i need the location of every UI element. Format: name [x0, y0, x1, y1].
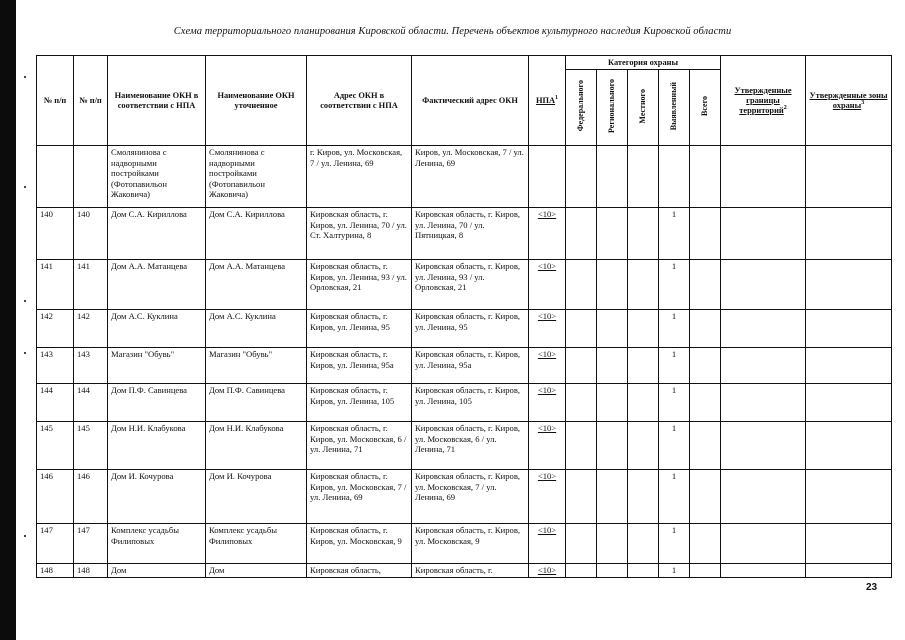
header-zones-label: Утвержденные зоны охраны	[809, 90, 888, 110]
object-name-npa: Дом С.А. Кириллова	[108, 208, 206, 260]
address-npa: Кировская область, г. Киров, ул. Московская, 7 / ул. Ленина, 69	[307, 470, 412, 524]
category-local	[628, 524, 659, 564]
address-actual: Кировская область, г. Киров, ул. Московская, 7 / ул. Ленина, 69	[412, 470, 529, 524]
address-npa: Кировская область, г. Киров, ул. Ленина, 70 / ул. Ст. Халтурина, 8	[307, 208, 412, 260]
object-name-npa: Магазин "Обувь"	[108, 348, 206, 384]
row-number: 146	[37, 470, 74, 524]
object-name-specified: Дом П.Ф. Савинцева	[206, 384, 307, 422]
category-regional	[597, 146, 628, 208]
approved-borders	[721, 146, 806, 208]
category-federal	[566, 524, 597, 564]
header-cat-total	[690, 70, 721, 146]
approved-borders	[721, 384, 806, 422]
row-number: 140	[37, 208, 74, 260]
row-number: 143	[37, 348, 74, 384]
footnote-2: 2	[783, 104, 787, 111]
category-local	[628, 470, 659, 524]
approved-borders	[721, 564, 806, 578]
row-number-2: 147	[74, 524, 108, 564]
row-number-2: 148	[74, 564, 108, 578]
object-name-specified: Дом С.А. Кириллова	[206, 208, 307, 260]
address-npa: Кировская область, г. Киров, ул. Ленина, 105	[307, 384, 412, 422]
approved-borders	[721, 208, 806, 260]
row-number: 147	[37, 524, 74, 564]
address-actual: Кировская область, г. Киров, ул. Московская, 9	[412, 524, 529, 564]
table-row	[37, 470, 892, 524]
category-regional	[597, 348, 628, 384]
category-federal	[566, 384, 597, 422]
approved-borders	[721, 260, 806, 310]
npa-reference: <10>	[529, 310, 566, 348]
category-federal	[566, 470, 597, 524]
scan-speck	[24, 535, 26, 537]
table-row	[37, 524, 892, 564]
address-actual: Киров, ул. Московская, 7 / ул. Ленина, 69	[412, 146, 529, 208]
category-identified: 1	[659, 564, 690, 578]
header-npp-2: № п/п	[74, 56, 108, 146]
approved-zones	[806, 384, 892, 422]
header-npa	[529, 56, 566, 146]
object-name-specified: Дом И. Кочурова	[206, 470, 307, 524]
npa-reference: <10>	[529, 384, 566, 422]
table-row	[37, 146, 892, 208]
row-number	[37, 146, 74, 208]
category-total	[690, 146, 721, 208]
approved-zones	[806, 564, 892, 578]
page-number: 23	[866, 582, 878, 593]
category-identified	[659, 146, 690, 208]
approved-zones	[806, 422, 892, 470]
category-total	[690, 470, 721, 524]
approved-borders	[721, 470, 806, 524]
category-total	[690, 384, 721, 422]
category-federal	[566, 422, 597, 470]
address-npa: Кировская область, г. Киров, ул. Московская, 6 / ул. Ленина, 71	[307, 422, 412, 470]
npa-reference: <10>	[529, 260, 566, 310]
object-name-npa: Дом А.А. Матанцева	[108, 260, 206, 310]
category-local	[628, 146, 659, 208]
npa-reference: <10>	[529, 564, 566, 578]
header-name-npa: Наименование ОКН в соответствии с НПА	[108, 56, 206, 146]
header-cat-total-label: Всего	[700, 96, 709, 116]
category-identified: 1	[659, 524, 690, 564]
document-title: Схема территориального планирования Кировской области. Перечень объектов культурного наследия Кировской области	[173, 26, 732, 37]
address-actual: Кировская область, г.	[412, 564, 529, 578]
category-regional	[597, 260, 628, 310]
row-number: 141	[37, 260, 74, 310]
category-total	[690, 422, 721, 470]
object-name-npa: Дом А.С. Куклина	[108, 310, 206, 348]
row-number: 148	[37, 564, 74, 578]
approved-borders	[721, 348, 806, 384]
approved-zones	[806, 524, 892, 564]
address-npa: Кировская область, г. Киров, ул. Ленина, 95	[307, 310, 412, 348]
header-name-specified: Наименование ОКН уточненное	[206, 56, 307, 146]
npa-reference: <10>	[529, 470, 566, 524]
heritage-objects-table	[36, 55, 892, 578]
object-name-specified: Магазин "Обувь"	[206, 348, 307, 384]
scan-speck	[24, 76, 26, 78]
approved-zones	[806, 470, 892, 524]
object-name-specified: Дом Н.И. Клабукова	[206, 422, 307, 470]
table-row	[37, 208, 892, 260]
header-cat-local	[628, 70, 659, 146]
header-npa-label: НПА	[535, 95, 556, 105]
header-address-actual: Фактический адрес ОКН	[412, 56, 529, 146]
category-identified: 1	[659, 384, 690, 422]
approved-borders	[721, 310, 806, 348]
address-actual: Кировская область, г. Киров, ул. Ленина, 70 / ул. Пятницкая, 8	[412, 208, 529, 260]
address-npa: Кировская область, г. Киров, ул. Ленина, 93 / ул. Орловская, 21	[307, 260, 412, 310]
object-name-npa: Смоляниновa с надворными постройками (Фотопавильон Жаковича)	[108, 146, 206, 208]
table-row	[37, 310, 892, 348]
footnote-1: 1	[555, 94, 559, 101]
row-number-2: 143	[74, 348, 108, 384]
footnote-3: 3	[861, 99, 865, 106]
header-address-npa: Адрес ОКН в соответствии с НПА	[307, 56, 412, 146]
object-name-specified: Дом А.С. Куклина	[206, 310, 307, 348]
table-row	[37, 564, 892, 578]
object-name-specified: Комплекс усадьбы Филиповых	[206, 524, 307, 564]
approved-zones	[806, 348, 892, 384]
category-total	[690, 348, 721, 384]
object-name-npa: Дом	[108, 564, 206, 578]
header-cat-regional-label: Регионального	[607, 78, 616, 133]
category-federal	[566, 208, 597, 260]
object-name-npa: Комплекс усадьбы Филиповых	[108, 524, 206, 564]
category-federal	[566, 348, 597, 384]
approved-borders	[721, 422, 806, 470]
category-total	[690, 260, 721, 310]
header-cat-federal	[566, 70, 597, 146]
category-total	[690, 208, 721, 260]
category-federal	[566, 564, 597, 578]
object-name-specified: Дом А.А. Матанцева	[206, 260, 307, 310]
row-number: 145	[37, 422, 74, 470]
address-actual: Кировская область, г. Киров, ул. Московская, 6 / ул. Ленина, 71	[412, 422, 529, 470]
category-local	[628, 564, 659, 578]
table-row	[37, 422, 892, 470]
category-local	[628, 310, 659, 348]
category-local	[628, 348, 659, 384]
table-row	[37, 348, 892, 384]
row-number-2	[74, 146, 108, 208]
header-cat-identified	[659, 70, 690, 146]
category-identified: 1	[659, 208, 690, 260]
category-total	[690, 564, 721, 578]
object-name-npa: Дом Н.И. Клабукова	[108, 422, 206, 470]
approved-borders	[721, 524, 806, 564]
category-local	[628, 208, 659, 260]
header-cat-regional	[597, 70, 628, 146]
address-actual: Кировская область, г. Киров, ул. Ленина, 95	[412, 310, 529, 348]
row-number-2: 141	[74, 260, 108, 310]
row-number-2: 140	[74, 208, 108, 260]
approved-zones	[806, 310, 892, 348]
category-regional	[597, 422, 628, 470]
address-npa: г. Киров, ул. Московская, 7 / ул. Ленина, 69	[307, 146, 412, 208]
approved-zones	[806, 260, 892, 310]
row-number: 142	[37, 310, 74, 348]
address-actual: Кировская область, г. Киров, ул. Ленина, 95а	[412, 348, 529, 384]
category-identified: 1	[659, 348, 690, 384]
npa-reference: <10>	[529, 524, 566, 564]
header-zones	[806, 56, 892, 146]
row-number-2: 144	[74, 384, 108, 422]
category-identified: 1	[659, 260, 690, 310]
category-identified: 1	[659, 422, 690, 470]
address-actual: Кировская область, г. Киров, ул. Ленина, 105	[412, 384, 529, 422]
category-total	[690, 310, 721, 348]
table-row	[37, 384, 892, 422]
npa-reference: <10>	[529, 422, 566, 470]
header-borders	[721, 56, 806, 146]
row-number: 144	[37, 384, 74, 422]
category-regional	[597, 524, 628, 564]
row-number-2: 142	[74, 310, 108, 348]
category-identified: 1	[659, 470, 690, 524]
address-npa: Кировская область, г. Киров, ул. Ленина, 95а	[307, 348, 412, 384]
category-federal	[566, 310, 597, 348]
object-name-npa: Дом И. Кочурова	[108, 470, 206, 524]
header-npp-1: № п/п	[37, 56, 74, 146]
npa-reference	[529, 146, 566, 208]
scan-speck	[24, 352, 26, 354]
npa-reference: <10>	[529, 348, 566, 384]
table-body	[37, 146, 892, 578]
category-regional	[597, 310, 628, 348]
scan-speck	[24, 300, 26, 302]
approved-zones	[806, 146, 892, 208]
category-local	[628, 260, 659, 310]
object-name-specified: Дом	[206, 564, 307, 578]
category-federal	[566, 260, 597, 310]
category-regional	[597, 208, 628, 260]
address-npa: Кировская область,	[307, 564, 412, 578]
category-regional	[597, 564, 628, 578]
address-npa: Кировская область, г. Киров, ул. Московская, 9	[307, 524, 412, 564]
category-local	[628, 422, 659, 470]
header-row-top	[37, 56, 892, 70]
category-total	[690, 524, 721, 564]
header-cat-local-label: Местного	[638, 88, 647, 124]
category-federal	[566, 146, 597, 208]
category-regional	[597, 470, 628, 524]
header-category: Категория охраны	[566, 56, 721, 70]
category-regional	[597, 384, 628, 422]
npa-reference: <10>	[529, 208, 566, 260]
header-cat-federal-label: Федерального	[576, 80, 585, 132]
row-number-2: 146	[74, 470, 108, 524]
scan-speck	[24, 186, 26, 188]
address-actual: Кировская область, г. Киров, ул. Ленина, 93 / ул. Орловская, 21	[412, 260, 529, 310]
category-identified: 1	[659, 310, 690, 348]
object-name-specified: Смоляниновa с надворными постройками (Фотопавильон Жаковича)	[206, 146, 307, 208]
row-number-2: 145	[74, 422, 108, 470]
header-cat-identified-label: Выявленный	[669, 81, 678, 131]
approved-zones	[806, 208, 892, 260]
category-local	[628, 384, 659, 422]
object-name-npa: Дом П.Ф. Савинцева	[108, 384, 206, 422]
header-borders-label: Утвержденные границы территорий	[734, 85, 792, 115]
scan-edge-bar	[0, 0, 16, 640]
table-row	[37, 260, 892, 310]
